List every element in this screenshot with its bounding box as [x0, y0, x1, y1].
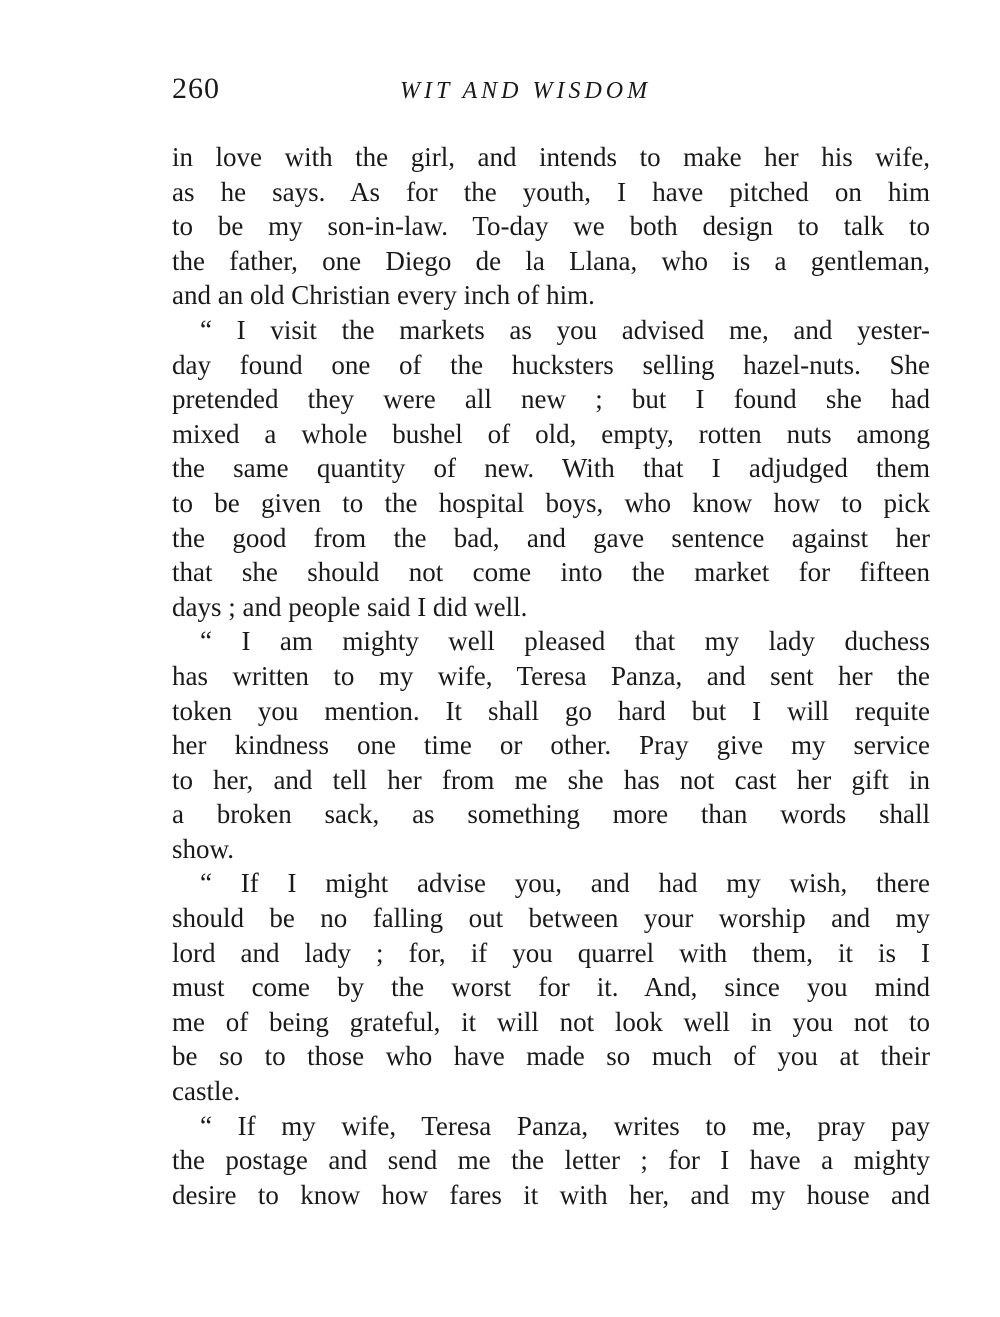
- running-title: WIT AND WISDOM: [400, 78, 652, 104]
- text-line: “ If I might advise you, and had my wish, there: [200, 868, 930, 899]
- text-line: as he says. As for the youth, I have pitched on him: [172, 176, 930, 207]
- text-line: lord and lady ; for, if you quarrel with them, it is I: [172, 937, 930, 968]
- text-line: day found one of the hucksters selling hazel-nuts. She: [172, 349, 930, 380]
- text-line: show.: [172, 833, 235, 864]
- text-line: the postage and send me the letter ; for I have a mighty: [172, 1145, 930, 1176]
- page-body: [172, 140, 930, 1212]
- text-line: token you mention. It shall go hard but I will requite: [172, 695, 930, 726]
- text-line: in love with the girl, and intends to make her his wife,: [172, 142, 930, 172]
- text-line: her kindness one time or other. Pray give my service: [172, 730, 930, 761]
- text-line: to be given to the hospital boys, who know how to pick: [172, 487, 930, 518]
- page-header: [172, 72, 932, 116]
- text-line: be so to those who have made so much of you at their: [172, 1041, 930, 1072]
- text-line: pretended they were all new ; but I found she had: [172, 384, 930, 415]
- text-line: must come by the worst for it. And, since you mind: [172, 972, 930, 1003]
- text-line: to be my son-in-law. To-day we both design to talk to: [172, 211, 930, 242]
- text-line: has written to my wife, Teresa Panza, and sent her the: [172, 660, 930, 691]
- text-line: should be no falling out between your worship and my: [172, 903, 930, 934]
- text-line: me of being grateful, it will not look well in you not to: [172, 1006, 930, 1037]
- text-line: and an old Christian every inch of him.: [172, 280, 595, 311]
- text-line: that she should not come into the market for fifteen: [172, 557, 930, 588]
- text-line: desire to know how fares it with her, and my house and: [172, 1179, 930, 1210]
- text-line: days ; and people said I did well.: [172, 591, 528, 622]
- text-line: mixed a whole bushel of old, empty, rotten nuts among: [172, 418, 930, 449]
- text-line: castle.: [172, 1076, 241, 1107]
- text-line: “ I am mighty well pleased that my lady duchess: [200, 626, 930, 657]
- page-number: 260: [172, 72, 220, 105]
- text-line: the same quantity of new. With that I adjudged them: [172, 453, 930, 484]
- text-line: the good from the bad, and gave sentence against her: [172, 522, 930, 553]
- text-line: the father, one Diego de la Llana, who is a gentleman,: [172, 245, 930, 276]
- text-line: a broken sack, as something more than words shall: [172, 799, 930, 830]
- text-line: “ I visit the markets as you advised me, and yester-: [200, 314, 930, 345]
- text-line: “ If my wife, Teresa Panza, writes to me, pray pay: [200, 1110, 930, 1141]
- text-line: to her, and tell her from me she has not cast her gift in: [172, 764, 930, 795]
